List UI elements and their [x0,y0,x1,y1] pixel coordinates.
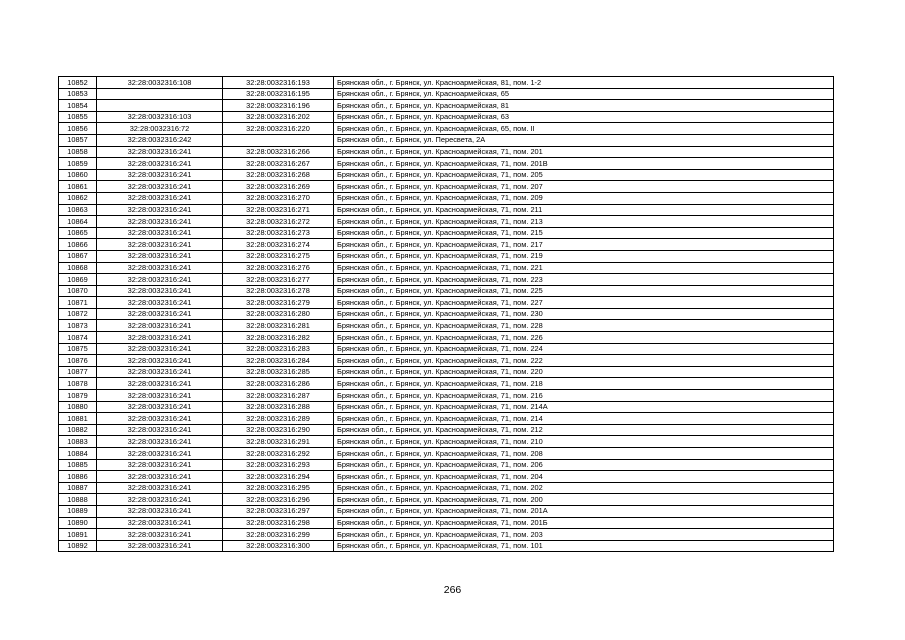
table-row [59,459,834,471]
cadastral-number-cell [223,134,334,146]
address-cell: Брянская обл., г. Брянск, ул. Красноармейская, 71, пом. 202 [334,482,834,494]
cadastral-number-cell: 32:28:0032316:300 [223,540,334,552]
row-number-cell: 10875 [59,343,97,355]
row-number-cell: 10876 [59,355,97,367]
cadastral-number-cell: 32:28:0032316:297 [223,505,334,517]
address-cell: Брянская обл., г. Брянск, ул. Красноармейская, 71, пом. 216 [334,390,834,402]
address-cell: Брянская обл., г. Брянск, ул. Красноармейская, 81, пом. 1-2 [334,77,834,89]
row-number-cell: 10858 [59,146,97,158]
parent-cadastral-number-cell: 32:28:0032316:241 [97,320,223,332]
table-row [59,332,834,344]
table-row [59,378,834,390]
address-cell: Брянская обл., г. Брянск, ул. Красноармейская, 71, пом. 210 [334,436,834,448]
table-row [59,181,834,193]
cadastral-number-cell: 32:28:0032316:289 [223,413,334,425]
cadastral-number-cell: 32:28:0032316:296 [223,494,334,506]
table-row [59,308,834,320]
table-row [59,494,834,506]
cadastral-number-cell: 32:28:0032316:193 [223,77,334,89]
table-row [59,482,834,494]
row-number-cell: 10889 [59,505,97,517]
parent-cadastral-number-cell: 32:28:0032316:241 [97,378,223,390]
table-row [59,505,834,517]
address-cell: Брянская обл., г. Брянск, ул. Красноармейская, 71, пом. 201А [334,505,834,517]
row-number-cell: 10874 [59,332,97,344]
cadastral-number-cell: 32:28:0032316:293 [223,459,334,471]
address-cell: Брянская обл., г. Брянск, ул. Красноармейская, 71, пом. 224 [334,343,834,355]
table-row [59,77,834,89]
table-row [59,529,834,541]
table-row [59,227,834,239]
address-cell: Брянская обл., г. Брянск, ул. Красноармейская, 65 [334,88,834,100]
address-cell: Брянская обл., г. Брянск, ул. Красноармейская, 71, пом. 201 [334,146,834,158]
cadastral-number-cell: 32:28:0032316:286 [223,378,334,390]
parent-cadastral-number-cell: 32:28:0032316:241 [97,285,223,297]
row-number-cell: 10861 [59,181,97,193]
cadastral-number-cell: 32:28:0032316:278 [223,285,334,297]
parent-cadastral-number-cell: 32:28:0032316:241 [97,471,223,483]
address-cell: Брянская обл., г. Брянск, ул. Красноармейская, 71, пом. 214А [334,401,834,413]
registry-table [58,76,834,552]
table-row [59,413,834,425]
cadastral-number-cell: 32:28:0032316:268 [223,169,334,181]
cadastral-number-cell: 32:28:0032316:283 [223,343,334,355]
page-number: 266 [443,584,462,596]
row-number-cell: 10882 [59,424,97,436]
parent-cadastral-number-cell: 32:28:0032316:241 [97,169,223,181]
cadastral-number-cell: 32:28:0032316:270 [223,192,334,204]
parent-cadastral-number-cell: 32:28:0032316:241 [97,343,223,355]
table-row [59,471,834,483]
row-number-cell: 10856 [59,123,97,135]
address-cell: Брянская обл., г. Брянск, ул. Пересвета, 2А [334,134,834,146]
cadastral-number-cell: 32:28:0032316:281 [223,320,334,332]
row-number-cell: 10888 [59,494,97,506]
table-row [59,146,834,158]
row-number-cell: 10878 [59,378,97,390]
cadastral-number-cell: 32:28:0032316:279 [223,297,334,309]
parent-cadastral-number-cell: 32:28:0032316:241 [97,424,223,436]
parent-cadastral-number-cell: 32:28:0032316:241 [97,529,223,541]
registry-table-container [58,76,833,552]
parent-cadastral-number-cell: 32:28:0032316:241 [97,262,223,274]
table-row [59,517,834,529]
table-row [59,424,834,436]
row-number-cell: 10880 [59,401,97,413]
parent-cadastral-number-cell: 32:28:0032316:241 [97,459,223,471]
row-number-cell: 10864 [59,216,97,228]
table-row [59,390,834,402]
table-row [59,88,834,100]
table-row [59,262,834,274]
address-cell: Брянская обл., г. Брянск, ул. Красноармейская, 71, пом. 101 [334,540,834,552]
table-row [59,297,834,309]
cadastral-number-cell: 32:28:0032316:290 [223,424,334,436]
cadastral-number-cell: 32:28:0032316:299 [223,529,334,541]
row-number-cell: 10870 [59,285,97,297]
address-cell: Брянская обл., г. Брянск, ул. Красноармейская, 71, пом. 201В [334,158,834,170]
row-number-cell: 10855 [59,111,97,123]
cadastral-number-cell: 32:28:0032316:267 [223,158,334,170]
address-cell: Брянская обл., г. Брянск, ул. Красноармейская, 71, пом. 205 [334,169,834,181]
parent-cadastral-number-cell: 32:28:0032316:72 [97,123,223,135]
table-row [59,192,834,204]
address-cell: Брянская обл., г. Брянск, ул. Красноармейская, 71, пом. 201Б [334,517,834,529]
address-cell: Брянская обл., г. Брянск, ул. Красноармейская, 71, пом. 226 [334,332,834,344]
cadastral-number-cell: 32:28:0032316:288 [223,401,334,413]
address-cell: Брянская обл., г. Брянск, ул. Красноармейская, 71, пом. 228 [334,320,834,332]
address-cell: Брянская обл., г. Брянск, ул. Красноармейская, 71, пом. 218 [334,378,834,390]
row-number-cell: 10852 [59,77,97,89]
address-cell: Брянская обл., г. Брянск, ул. Красноармейская, 71, пом. 214 [334,413,834,425]
cadastral-number-cell: 32:28:0032316:269 [223,181,334,193]
row-number-cell: 10868 [59,262,97,274]
cadastral-number-cell: 32:28:0032316:274 [223,239,334,251]
address-cell: Брянская обл., г. Брянск, ул. Красноармейская, 71, пом. 204 [334,471,834,483]
parent-cadastral-number-cell: 32:28:0032316:242 [97,134,223,146]
row-number-cell: 10873 [59,320,97,332]
cadastral-number-cell: 32:28:0032316:271 [223,204,334,216]
row-number-cell: 10883 [59,436,97,448]
parent-cadastral-number-cell [97,100,223,112]
table-row [59,540,834,552]
table-row [59,123,834,135]
parent-cadastral-number-cell: 32:28:0032316:241 [97,401,223,413]
row-number-cell: 10884 [59,448,97,460]
table-row [59,366,834,378]
row-number-cell: 10886 [59,471,97,483]
parent-cadastral-number-cell: 32:28:0032316:241 [97,366,223,378]
cadastral-number-cell: 32:28:0032316:273 [223,227,334,239]
table-row [59,343,834,355]
table-row [59,158,834,170]
parent-cadastral-number-cell [97,88,223,100]
row-number-cell: 10859 [59,158,97,170]
address-cell: Брянская обл., г. Брянск, ул. Красноармейская, 71, пом. 206 [334,459,834,471]
table-row [59,204,834,216]
table-row [59,320,834,332]
parent-cadastral-number-cell: 32:28:0032316:241 [97,540,223,552]
parent-cadastral-number-cell: 32:28:0032316:241 [97,332,223,344]
registry-table-body [59,77,834,552]
row-number-cell: 10862 [59,192,97,204]
row-number-cell: 10891 [59,529,97,541]
address-cell: Брянская обл., г. Брянск, ул. Красноармейская, 71, пом. 230 [334,308,834,320]
parent-cadastral-number-cell: 32:28:0032316:241 [97,517,223,529]
cadastral-number-cell: 32:28:0032316:287 [223,390,334,402]
cadastral-number-cell: 32:28:0032316:196 [223,100,334,112]
address-cell: Брянская обл., г. Брянск, ул. Красноармейская, 71, пом. 207 [334,181,834,193]
row-number-cell: 10871 [59,297,97,309]
parent-cadastral-number-cell: 32:28:0032316:103 [97,111,223,123]
cadastral-number-cell: 32:28:0032316:275 [223,250,334,262]
address-cell: Брянская обл., г. Брянск, ул. Красноармейская, 65, пом. II [334,123,834,135]
parent-cadastral-number-cell: 32:28:0032316:241 [97,297,223,309]
parent-cadastral-number-cell: 32:28:0032316:241 [97,308,223,320]
parent-cadastral-number-cell: 32:28:0032316:241 [97,239,223,251]
row-number-cell: 10877 [59,366,97,378]
cadastral-number-cell: 32:28:0032316:295 [223,482,334,494]
row-number-cell: 10892 [59,540,97,552]
address-cell: Брянская обл., г. Брянск, ул. Красноармейская, 71, пом. 220 [334,366,834,378]
table-row [59,436,834,448]
parent-cadastral-number-cell: 32:28:0032316:241 [97,355,223,367]
parent-cadastral-number-cell: 32:28:0032316:241 [97,227,223,239]
table-row [59,134,834,146]
parent-cadastral-number-cell: 32:28:0032316:241 [97,448,223,460]
address-cell: Брянская обл., г. Брянск, ул. Красноармейская, 71, пом. 225 [334,285,834,297]
table-row [59,216,834,228]
address-cell: Брянская обл., г. Брянск, ул. Красноармейская, 71, пом. 203 [334,529,834,541]
table-row [59,285,834,297]
row-number-cell: 10887 [59,482,97,494]
parent-cadastral-number-cell: 32:28:0032316:241 [97,181,223,193]
cadastral-number-cell: 32:28:0032316:298 [223,517,334,529]
cadastral-number-cell: 32:28:0032316:277 [223,274,334,286]
row-number-cell: 10854 [59,100,97,112]
cadastral-number-cell: 32:28:0032316:272 [223,216,334,228]
parent-cadastral-number-cell: 32:28:0032316:241 [97,204,223,216]
address-cell: Брянская обл., г. Брянск, ул. Красноармейская, 71, пом. 222 [334,355,834,367]
address-cell: Брянская обл., г. Брянск, ул. Красноармейская, 71, пом. 227 [334,297,834,309]
cadastral-number-cell: 32:28:0032316:291 [223,436,334,448]
cadastral-number-cell: 32:28:0032316:294 [223,471,334,483]
parent-cadastral-number-cell: 32:28:0032316:241 [97,158,223,170]
cadastral-number-cell: 32:28:0032316:280 [223,308,334,320]
address-cell: Брянская обл., г. Брянск, ул. Красноармейская, 71, пом. 217 [334,239,834,251]
table-row [59,355,834,367]
row-number-cell: 10863 [59,204,97,216]
address-cell: Брянская обл., г. Брянск, ул. Красноармейская, 71, пом. 223 [334,274,834,286]
address-cell: Брянская обл., г. Брянск, ул. Красноармейская, 71, пом. 212 [334,424,834,436]
address-cell: Брянская обл., г. Брянск, ул. Красноармейская, 63 [334,111,834,123]
parent-cadastral-number-cell: 32:28:0032316:108 [97,77,223,89]
address-cell: Брянская обл., г. Брянск, ул. Красноармейская, 71, пом. 215 [334,227,834,239]
row-number-cell: 10866 [59,239,97,251]
row-number-cell: 10860 [59,169,97,181]
row-number-cell: 10865 [59,227,97,239]
cadastral-number-cell: 32:28:0032316:285 [223,366,334,378]
table-row [59,448,834,460]
parent-cadastral-number-cell: 32:28:0032316:241 [97,192,223,204]
row-number-cell: 10881 [59,413,97,425]
table-row [59,100,834,112]
row-number-cell: 10879 [59,390,97,402]
parent-cadastral-number-cell: 32:28:0032316:241 [97,482,223,494]
row-number-cell: 10890 [59,517,97,529]
parent-cadastral-number-cell: 32:28:0032316:241 [97,250,223,262]
cadastral-number-cell: 32:28:0032316:266 [223,146,334,158]
parent-cadastral-number-cell: 32:28:0032316:241 [97,274,223,286]
parent-cadastral-number-cell: 32:28:0032316:241 [97,505,223,517]
parent-cadastral-number-cell: 32:28:0032316:241 [97,390,223,402]
cadastral-number-cell: 32:28:0032316:282 [223,332,334,344]
cadastral-number-cell: 32:28:0032316:284 [223,355,334,367]
address-cell: Брянская обл., г. Брянск, ул. Красноармейская, 71, пом. 208 [334,448,834,460]
parent-cadastral-number-cell: 32:28:0032316:241 [97,216,223,228]
cadastral-number-cell: 32:28:0032316:195 [223,88,334,100]
parent-cadastral-number-cell: 32:28:0032316:241 [97,494,223,506]
row-number-cell: 10869 [59,274,97,286]
address-cell: Брянская обл., г. Брянск, ул. Красноармейская, 71, пом. 209 [334,192,834,204]
row-number-cell: 10872 [59,308,97,320]
table-row [59,274,834,286]
address-cell: Брянская обл., г. Брянск, ул. Красноармейская, 71, пом. 211 [334,204,834,216]
address-cell: Брянская обл., г. Брянск, ул. Красноармейская, 81 [334,100,834,112]
table-row [59,239,834,251]
row-number-cell: 10857 [59,134,97,146]
address-cell: Брянская обл., г. Брянск, ул. Красноармейская, 71, пом. 221 [334,262,834,274]
row-number-cell: 10885 [59,459,97,471]
parent-cadastral-number-cell: 32:28:0032316:241 [97,413,223,425]
table-row [59,401,834,413]
table-row [59,111,834,123]
parent-cadastral-number-cell: 32:28:0032316:241 [97,146,223,158]
address-cell: Брянская обл., г. Брянск, ул. Красноармейская, 71, пом. 200 [334,494,834,506]
table-row [59,250,834,262]
cadastral-number-cell: 32:28:0032316:220 [223,123,334,135]
row-number-cell: 10853 [59,88,97,100]
cadastral-number-cell: 32:28:0032316:292 [223,448,334,460]
parent-cadastral-number-cell: 32:28:0032316:241 [97,436,223,448]
address-cell: Брянская обл., г. Брянск, ул. Красноармейская, 71, пом. 219 [334,250,834,262]
row-number-cell: 10867 [59,250,97,262]
address-cell: Брянская обл., г. Брянск, ул. Красноармейская, 71, пом. 213 [334,216,834,228]
cadastral-number-cell: 32:28:0032316:202 [223,111,334,123]
table-row [59,169,834,181]
cadastral-number-cell: 32:28:0032316:276 [223,262,334,274]
